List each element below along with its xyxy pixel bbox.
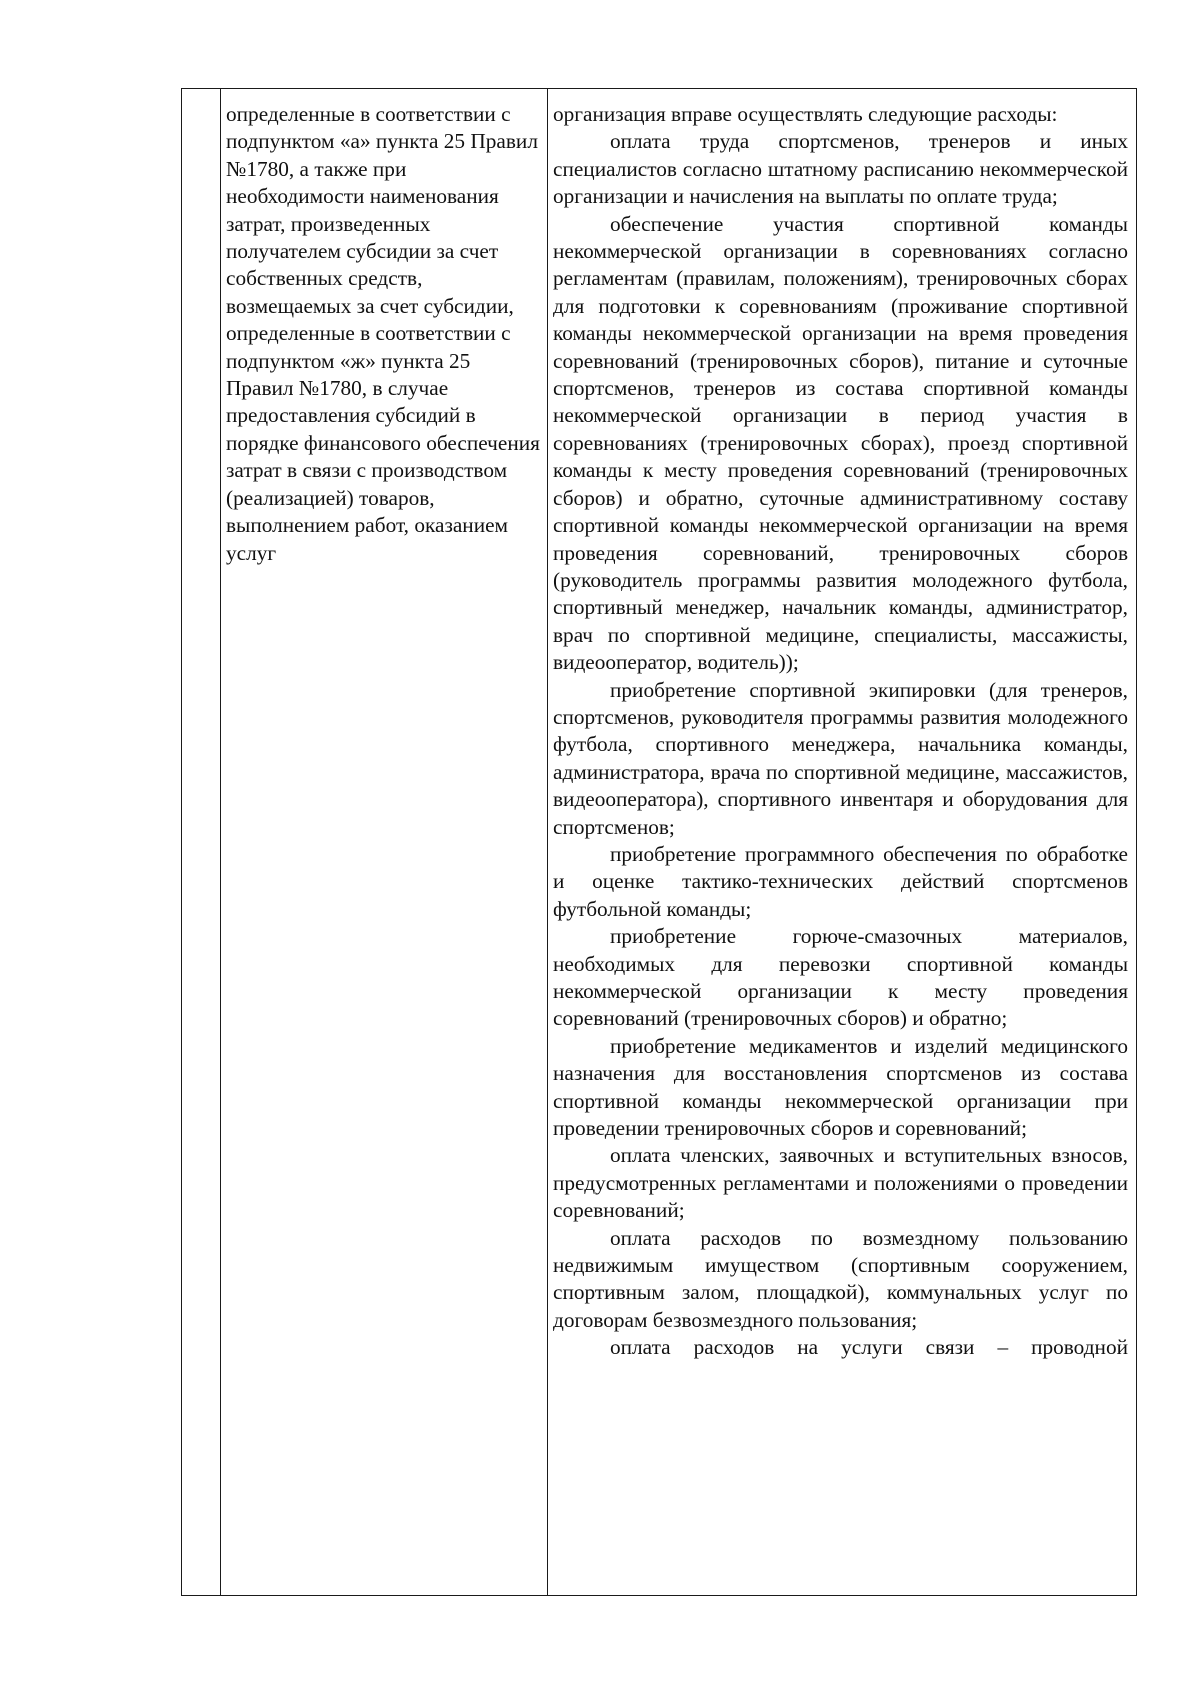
table-row — [182, 89, 1137, 1596]
paragraph-fees: оплата членских, заявочных и вступительных взносов, предусмотренных регламентами и положениями о проведении соревнований; — [553, 1143, 1128, 1223]
expenses-cell — [548, 89, 1137, 1596]
paragraph-communications: оплата расходов на услуги связи – проводной — [610, 1335, 1128, 1360]
paragraph-fuel: приобретение горюче-смазочных материалов, необходимых для перевозки спортивной команды некоммерческой организации к месту проведения соревнований (тренировочных сборов) и обратно; — [553, 924, 1128, 1031]
document-table — [181, 88, 1137, 1596]
description-text: определенные в соответствии с подпунктом «а» пункта 25 Правил №1780, а также при необходимости наименования затрат, произведенных получателем субсидии за счет собственных средств, возмещаемых за счет субсидии, определенные в соответствии с подпунктом «ж» пункта 25 Правил №1780, в случае предоставления субсидий в порядке финансового обеспечения затрат в связи с производством (реализацией) товаров, выполнением работ, оказанием услуг — [226, 102, 540, 565]
paragraph-software: приобретение программного обеспечения по обработке и оценке тактико-технических действий спортсменов футбольной команды; — [553, 841, 1128, 921]
paragraph-equipment: приобретение спортивной экипировки (для тренеров, спортсменов, руководителя программы развития молодежного футбола, спортивного менеджера, начальника команды, администратора, врача по спортивной медицине, массажистов, видеооператора), спортивного инвентаря и оборудования для спортсменов; — [553, 677, 1128, 839]
paragraph-salary: оплата труда спортсменов, тренеров и иных специалистов согласно штатному расписанию некоммерческой организации и начисления на выплаты по оплате труда; — [553, 129, 1128, 209]
description-cell — [221, 89, 548, 1596]
number-cell — [182, 89, 221, 1596]
paragraph-competitions: обеспечение участия спортивной команды некоммерческой организации в соревнованиях согласно регламентам (правилам, положениям), тренировочных сборах для подготовки к соревнованиям (проживание спортивной команды некоммерческой организации на время проведения соревнований (тренировочных сборов), питание и суточные спортсменов, тренеров из состава спортивной команды некоммерческой организации в период участия в соревнованиях (тренировочных сборах), проезд спортивной команды к месту проведения соревнований (тренировочных сборов) и обратно, суточные административному составу спортивной команды некоммерческой организации на время проведения соревнований, тренировочных сборов (руководитель программы развития молодежного футбола, спортивный менеджер, начальник команды, администратор, врач по спортивной медицине, специалисты, массажисты, видеооператор, водитель)); — [553, 211, 1128, 675]
expenses-text — [553, 101, 1128, 1362]
paragraph-intro: организация вправе осуществлять следующие расходы: — [553, 102, 1058, 126]
paragraph-medicine: приобретение медикаментов и изделий медицинского назначения для восстановления спортсменов из состава спортивной команды некоммерческой организации при проведении тренировочных сборов и соревнований; — [553, 1033, 1128, 1141]
paragraph-property: оплата расходов по возмездному пользованию недвижимым имуществом (спортивным сооружением, спортивным залом, площадкой), коммунальных услуг по договорам безвозмездного пользования; — [553, 1225, 1128, 1332]
